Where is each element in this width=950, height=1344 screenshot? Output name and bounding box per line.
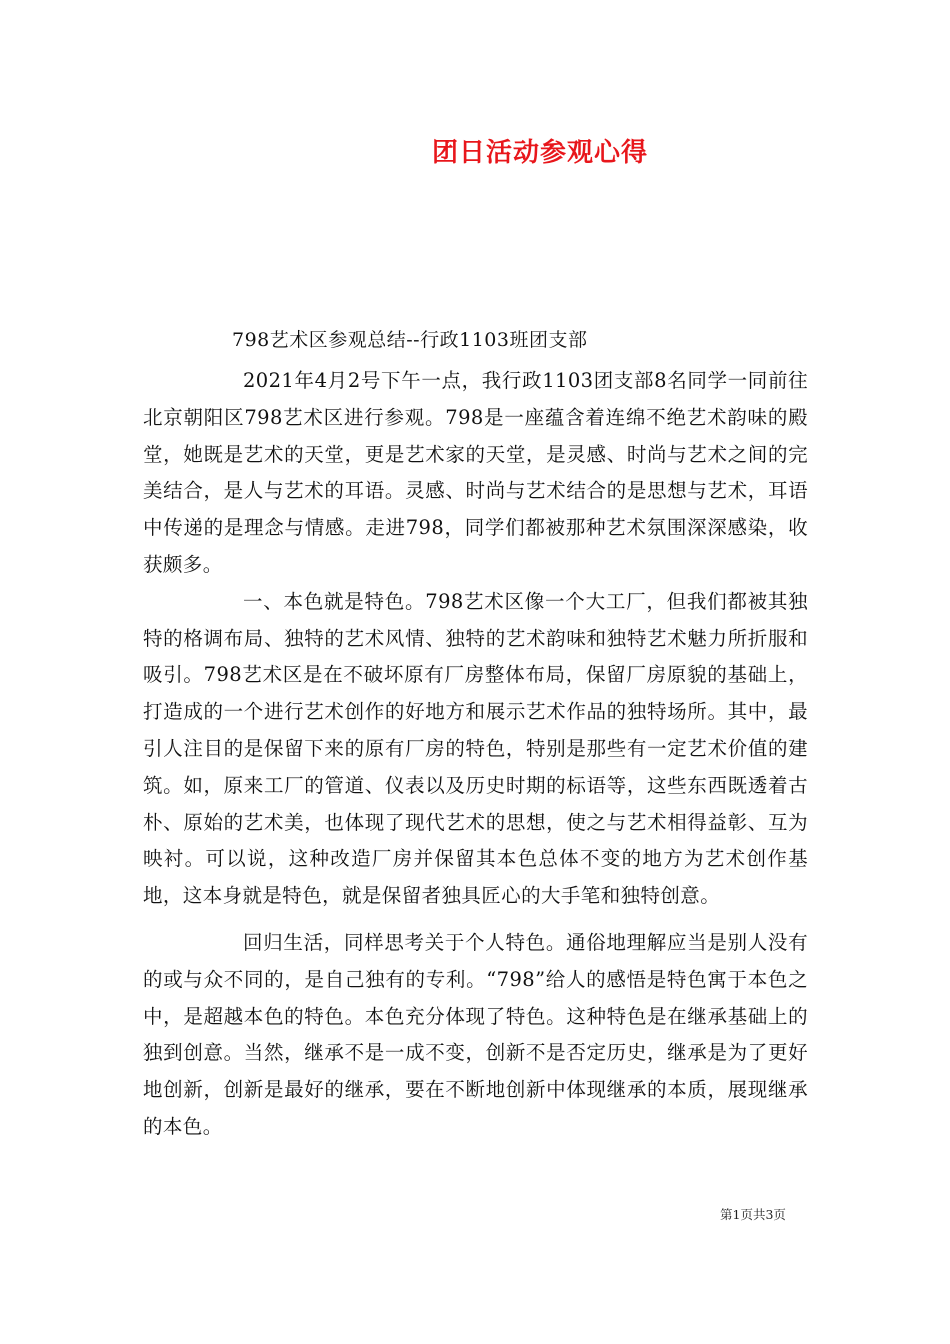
paragraph-intro: 2021年4月2号下午一点，我行政1103团支部8名同学一同前往北京朝阳区798艺术区进行参观。798是一座蕴含着连绵不绝艺术韵味的殿堂，她既是艺术的天堂，更是艺术家的天堂，是灵感、时尚与艺术之间的完美结合，是人与艺术的耳语。灵感、时尚与艺术结合的是思想与艺术，耳语中传递的是理念与情感。走进798，同学们都被那种艺术氛围深深感染，收获颇多。 <box>143 369 808 576</box>
page-title: 团日活动参观心得 <box>431 138 648 168</box>
paragraph-section-one: 一、本色就是特色。798艺术区像一个大工厂，但我们都被其独特的格调布局、独特的艺术风情、独特的艺术韵味和独特艺术魅力所折服和吸引。798艺术区是在不破坏原有厂房整体布局，保留厂房原貌的基础上，打造成的一个进行艺术创作的好地方和展示艺术作品的独特场所。其中，最引人注目的是保留下来的原有厂房的特色，特别是那些有一定艺术价值的建筑。如，原来工厂的管道、仪表以及历史时期的标语等，这些东西既透着古朴、原始的艺术美，也体现了现代艺术的思想，使之与艺术相得益彰、互为映衬。可以说，这种改造厂房并保留其本色总体不变的地方为艺术创作基地，这本身就是特色，就是保留者独具匠心的大手笔和独特创意。 <box>143 589 808 908</box>
document-body <box>143 363 808 1146</box>
page-footer: 第1页共3页 <box>720 1207 786 1222</box>
paragraph-reflection: 回归生活，同样思考关于个人特色。通俗地理解应当是别人没有的或与众不同的，是自己独有的专利。“798”给人的感悟是特色寓于本色之中，是超越本色的特色。本色充分体现了特色。这种特色是在继承基础上的独到创意。当然，继承不是一成不变，创新不是否定历史，继承是为了更好地创新，创新是最好的继承，要在不断地创新中体现继承的本质，展现继承的本色。 <box>143 930 808 1138</box>
document-subtitle: 798艺术区参观总结--行政1103班团支部 <box>232 329 588 351</box>
